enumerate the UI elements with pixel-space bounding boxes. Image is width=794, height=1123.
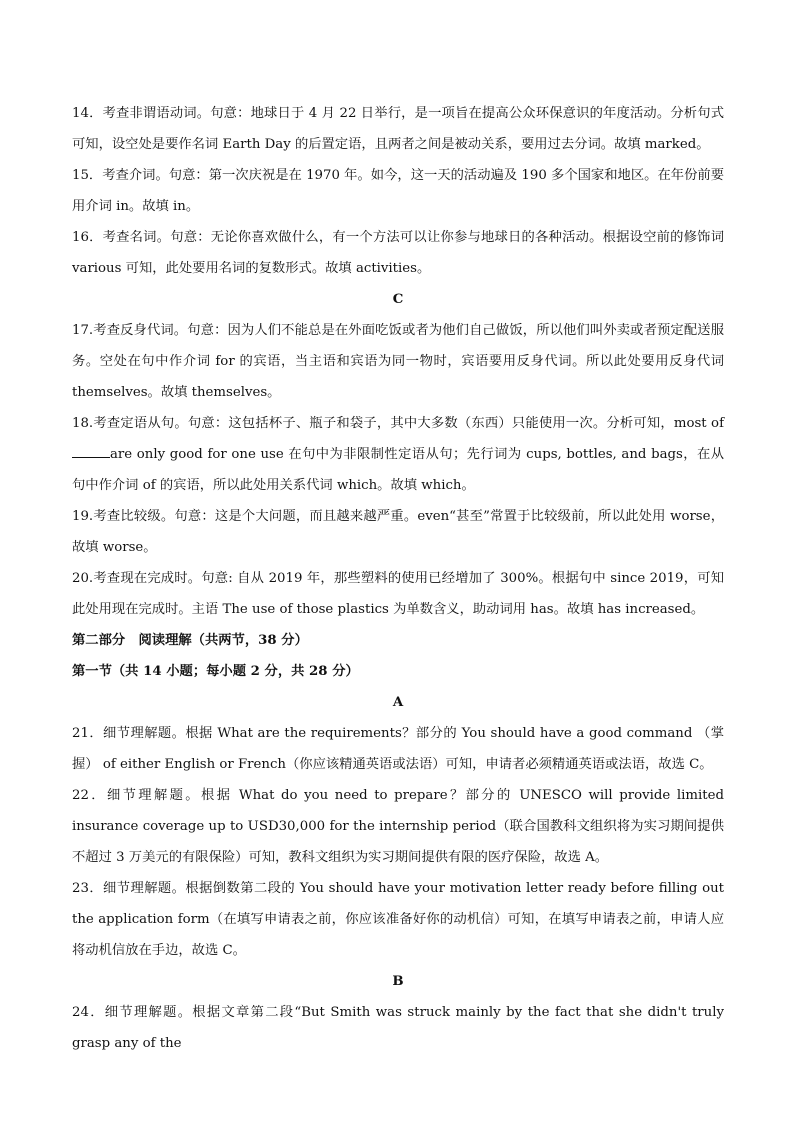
explanation-22: 22．细节理解题。根据 What do you need to prepare？部分的 UNESCO will provide limited insurance coverage up to USD30,000 for the internship period（联合国教科文组织将为实习期间提供不超过 3 万美元的有限保险）可知，教科文组织为实习期间提供有限的医疗保险，故选 A。 [72,788,724,865]
explanation-17: 17.考查反身代词。句意：因为人们不能总是在外面吃饭或者为他们自己做饭，所以他们叫外卖或者预定配送服务。空处在句中作介词 for 的宾语，当主语和宾语为同一物时，宾语要用反身代词。所以此处要用反身代词 themselves。故填 themselves。 [72,323,724,400]
blank-line [72,445,110,458]
section-heading-a: A [392,695,404,710]
explanation-20: 20.考查现在完成时。句意: 自从 2019 年，那些塑料的使用已经增加了 300%。根据句中 since 2019，可知此处用现在完成时。主语 The use of those plastics 为单数含义，助动词用 has。故填 has increased。 [72,571,724,617]
explanation-16: 16．考查名词。句意：无论你喜欢做什么，有一个方法可以让你参与地球日的各种活动。根据设空前的修饰词 various 可知，此处要用名词的复数形式。故填 activities。 [72,230,724,276]
section-heading-b: B [392,974,404,989]
explanation-23: 23．细节理解题。根据倒数第二段的 You should have your motivation letter ready before filling out the application form（在填写申请表之前，你应该准备好你的动机信）可知，在填写申请表之前，申请人应将动机信放在手边，故选 C。 [72,881,724,958]
explanation-18-part2: are only good for one use 在句中为非限制性定语从句；先行词为 cups, bottles, and bags，在从句中作介词 of 的宾语，所以此处用关系代词 which。故填 which。 [72,447,724,493]
explanation-19: 19.考查比较级。句意：这是个大问题，而且越来越严重。even“甚至”常置于比较级前，所以此处用 worse，故填 worse。 [72,509,724,555]
explanation-15: 15．考查介词。句意：第一次庆祝是在 1970 年。如今，这一天的活动遍及 190 多个国家和地区。在年份前要用介词 in。故填 in。 [72,168,724,214]
part-two-heading: 第二部分 阅读理解（共两节，38 分） [72,633,308,648]
explanation-18 [72,408,724,501]
section-one-heading: 第一节（共 14 小题；每小题 2 分，共 28 分） [72,664,359,679]
section-heading-c: C [392,292,404,307]
explanation-14: 14．考查非谓语动词。句意：地球日于 4 月 22 日举行，是一项旨在提高公众环保意识的年度活动。分析句式可知，设空处是要作名词 Earth Day 的后置定语，且两者之间是被动关系，要用过去分词。故填 marked。 [72,106,724,152]
explanation-24: 24．细节理解题。根据文章第二段“But Smith was struck mainly by the fact that she didn't truly grasp any of the [72,1005,724,1051]
answer-explanations [72,98,724,1059]
explanation-18-part1: 18.考查定语从句。句意：这包括杯子、瓶子和袋子，其中大多数（东西）只能使用一次。分析可知，most of [72,416,724,431]
explanation-21: 21．细节理解题。根据 What are the requirements？部分的 You should have a good command （掌握） of either English or French（你应该精通英语或法语）可知，申请者必须精通英语或法语，故选 C。 [72,726,724,772]
